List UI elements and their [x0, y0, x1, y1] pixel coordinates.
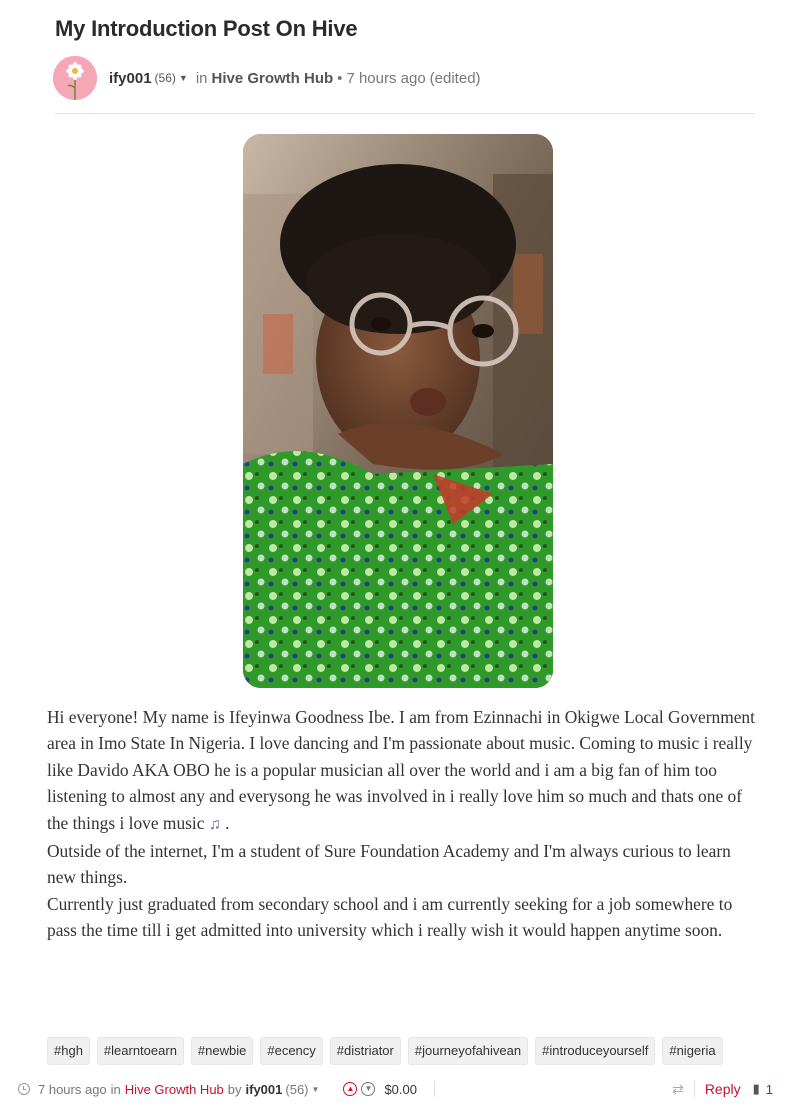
post-footer: [18, 1078, 773, 1100]
musical-notes-icon: ♫: [208, 815, 221, 833]
post-author-row: [53, 56, 481, 100]
post-image[interactable]: [243, 134, 553, 688]
body-paragraph: Outside of the internet, I'm a student of Sure Foundation Academy and I'm always curious to learn new things.: [47, 841, 731, 888]
tag-distriator[interactable]: #distriator: [330, 1037, 401, 1065]
tag-nigeria[interactable]: #nigeria: [662, 1037, 722, 1065]
reply-button[interactable]: Reply: [704, 1081, 741, 1097]
author-name[interactable]: ify001: [109, 69, 152, 87]
downvote-icon[interactable]: ▼: [361, 1082, 375, 1096]
post-time: 7 hours ago: [346, 69, 426, 87]
footer-community-link[interactable]: Hive Growth Hub: [124, 1081, 224, 1097]
author-avatar[interactable]: [53, 56, 97, 100]
body-paragraph: [47, 704, 759, 838]
chevron-down-icon[interactable]: ▼: [178, 73, 188, 83]
edited-label: (edited): [429, 69, 481, 87]
body-text-1: Hi everyone! My name is Ifeyinwa Goodness Ibe. I am from Ezinnachi in Okigwe Local Government area in Imo State In Nigeria. I love dancing and I'm passionate about music. Coming to music i really like Davido AKA OBO he is a popular musician all over the world and i am a big fan of him too listening to almost any and everysong he was involved in i really love him so much and thats one of the things i love music: [47, 707, 755, 833]
reblog-icon[interactable]: ⇄: [672, 1080, 684, 1097]
tag-learntoearn[interactable]: #learntoearn: [97, 1037, 184, 1065]
footer-divider: [694, 1081, 695, 1097]
in-label: in: [195, 69, 208, 87]
tag-journeyofahivean[interactable]: #journeyofahivean: [408, 1037, 528, 1065]
footer-in-label: in: [110, 1081, 121, 1097]
comments-icon[interactable]: ▮: [752, 1081, 760, 1096]
author-reputation: (56): [154, 71, 176, 85]
tag-introduceyourself[interactable]: #introduceyourself: [535, 1037, 655, 1065]
tag-hgh[interactable]: #hgh: [47, 1037, 90, 1065]
meta-separator: •: [337, 69, 343, 87]
tag-list: [47, 1037, 723, 1065]
community-link[interactable]: Hive Growth Hub: [211, 69, 334, 87]
footer-author-reputation: (56): [285, 1081, 309, 1097]
body-paragraph: Currently just graduated from secondary school and i am currently seeking for a job somewhere to pass the time till i get admitted into university which i really wish it would happen anytime soon.: [47, 893, 733, 941]
footer-divider: [434, 1081, 435, 1097]
upvote-icon[interactable]: ▲: [343, 1082, 357, 1096]
post-body: [47, 704, 759, 944]
footer-time: 7 hours ago: [38, 1081, 107, 1097]
payout-value[interactable]: $0.00: [384, 1081, 417, 1097]
body-text-1-end: .: [220, 812, 230, 833]
footer-by-label: by: [227, 1081, 242, 1097]
comment-count[interactable]: 1: [765, 1081, 773, 1097]
post-meta: [109, 70, 481, 87]
clock-icon: [18, 1083, 30, 1095]
tag-ecency[interactable]: #ecency: [260, 1037, 322, 1065]
header-divider: [55, 113, 755, 114]
tag-newbie[interactable]: #newbie: [191, 1037, 253, 1065]
chevron-down-icon[interactable]: ▼: [311, 1084, 320, 1094]
selfie-photo: [243, 134, 553, 688]
footer-author-link[interactable]: ify001: [245, 1081, 283, 1097]
avatar-flower-image: [53, 56, 97, 100]
post-title: My Introduction Post On Hive: [55, 16, 358, 41]
